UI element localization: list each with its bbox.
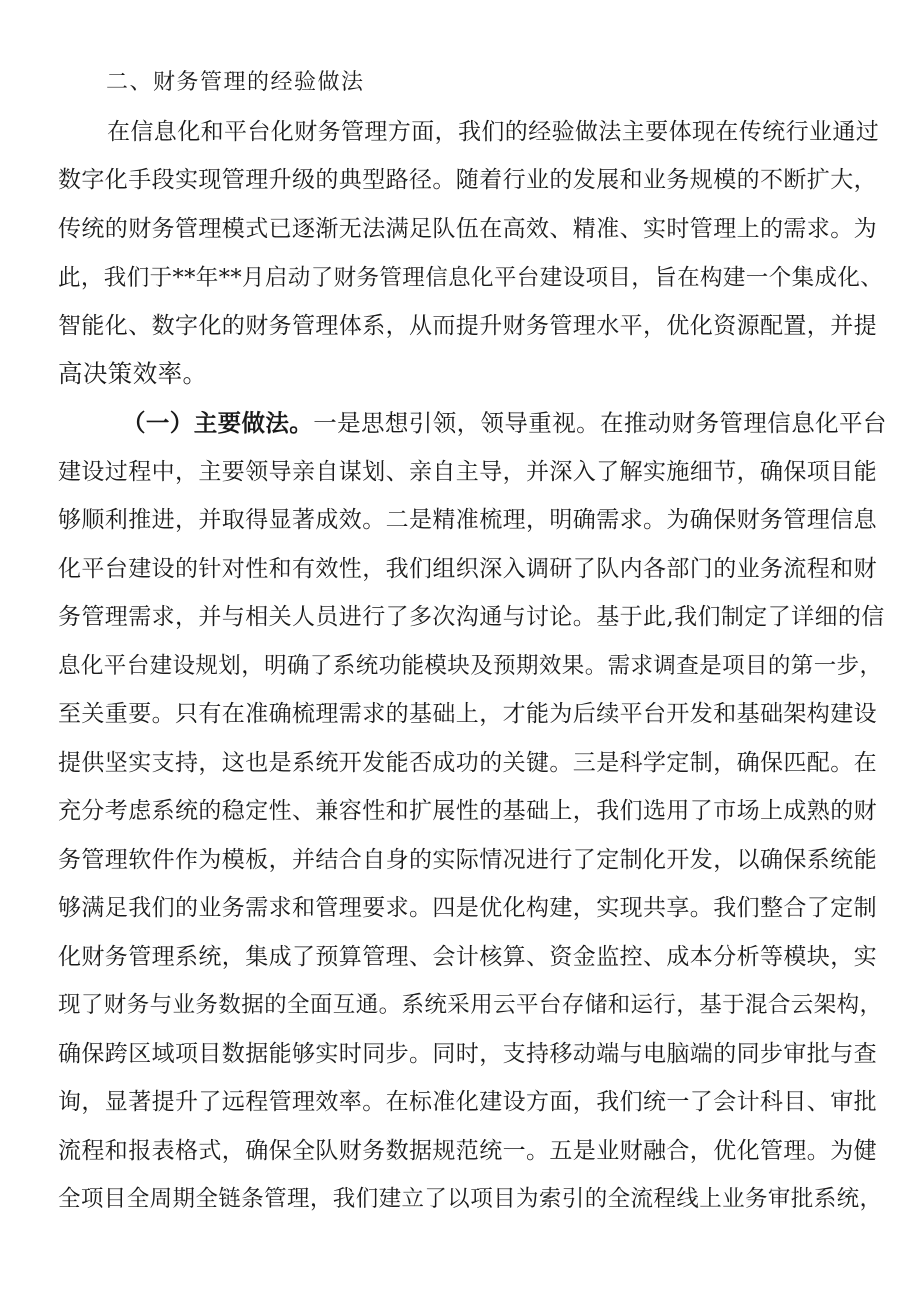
paragraph-line: 全项目全周期全链条管理，我们建立了以项目为索引的全流程线上业务审批系统， bbox=[58, 1186, 883, 1212]
paragraph-line: 提供坚实支持，这也是系统开发能否成功的关键。三是科学定制，确保匹配。在 bbox=[58, 750, 877, 776]
subsection-title: （一）主要做法。 bbox=[122, 409, 314, 437]
paragraph-line: 够满足我们的业务需求和管理要求。四是优化构建，实现共享。我们整合了定制 bbox=[58, 895, 877, 921]
paragraph-line: 高决策效率。 bbox=[58, 359, 208, 388]
paragraph-line: 充分考虑系统的稳定性、兼容性和扩展性的基础上，我们选用了市场上成熟的财 bbox=[58, 798, 877, 824]
paragraph-line: 息化平台建设规划，明确了系统功能模块及预期效果。需求调查是项目的第一步， bbox=[58, 653, 883, 679]
paragraph-line: 化财务管理系统，集成了预算管理、会计核算、资金监控、成本分析等模块，实 bbox=[58, 944, 877, 970]
paragraph-line: 流程和报表格式，确保全队财务数据规范统一。五是业财融合，优化管理。为健 bbox=[58, 1138, 877, 1164]
paragraph-line: 够顺利推进，并取得显著成效。二是精准梳理，明确需求。为确保财务管理信息 bbox=[58, 507, 877, 533]
paragraph-line: 智能化、数字化的财务管理体系，从而提升财务管理水平，优化资源配置，并提 bbox=[58, 313, 877, 339]
subsection-first-line-text: 一是思想引领，领导重视。在推动财务管理信息化平台 bbox=[313, 409, 887, 437]
paragraph-line: 传统的财务管理模式已逐渐无法满足队伍在高效、精准、实时管理上的需求。为 bbox=[58, 216, 877, 242]
paragraph-line: 现了财务与业务数据的全面互通。系统采用云平台存储和运行，基于混合云架构， bbox=[58, 992, 883, 1018]
paragraph-line: 化平台建设的针对性和有效性，我们组织深入调研了队内各部门的业务流程和财 bbox=[58, 556, 877, 582]
paragraph-line: 询，显著提升了远程管理效率。在标准化建设方面，我们统一了会计科目、审批 bbox=[58, 1089, 877, 1115]
paragraph-line bbox=[122, 408, 887, 438]
paragraph-line: 务管理需求，并与相关人员进行了多次沟通与讨论。基于此,我们制定了详细的信 bbox=[58, 604, 885, 630]
paragraph-line: 此，我们于**年**月启动了财务管理信息化平台建设项目，旨在构建一个集成化、 bbox=[58, 265, 884, 291]
paragraph-line: 在信息化和平台化财务管理方面，我们的经验做法主要体现在传统行业通过 bbox=[107, 119, 880, 145]
paragraph-line: 至关重要。只有在准确梳理需求的基础上，才能为后续平台开发和基础架构建设 bbox=[58, 701, 877, 727]
paragraph-line: 数字化手段实现管理升级的典型路径。随着行业的发展和业务规模的不断扩大， bbox=[58, 167, 877, 193]
section-heading: 二、财务管理的经验做法 bbox=[106, 70, 365, 95]
paragraph-line: 务管理软件作为模板，并结合自身的实际情况进行了定制化开发，以确保系统能 bbox=[58, 847, 877, 873]
paragraph-line: 确保跨区域项目数据能够实时同步。同时，支持移动端与电脑端的同步审批与查 bbox=[58, 1041, 877, 1067]
paragraph-line: 建设过程中，主要领导亲自谋划、亲自主导，并深入了解实施细节，确保项目能 bbox=[58, 459, 877, 485]
